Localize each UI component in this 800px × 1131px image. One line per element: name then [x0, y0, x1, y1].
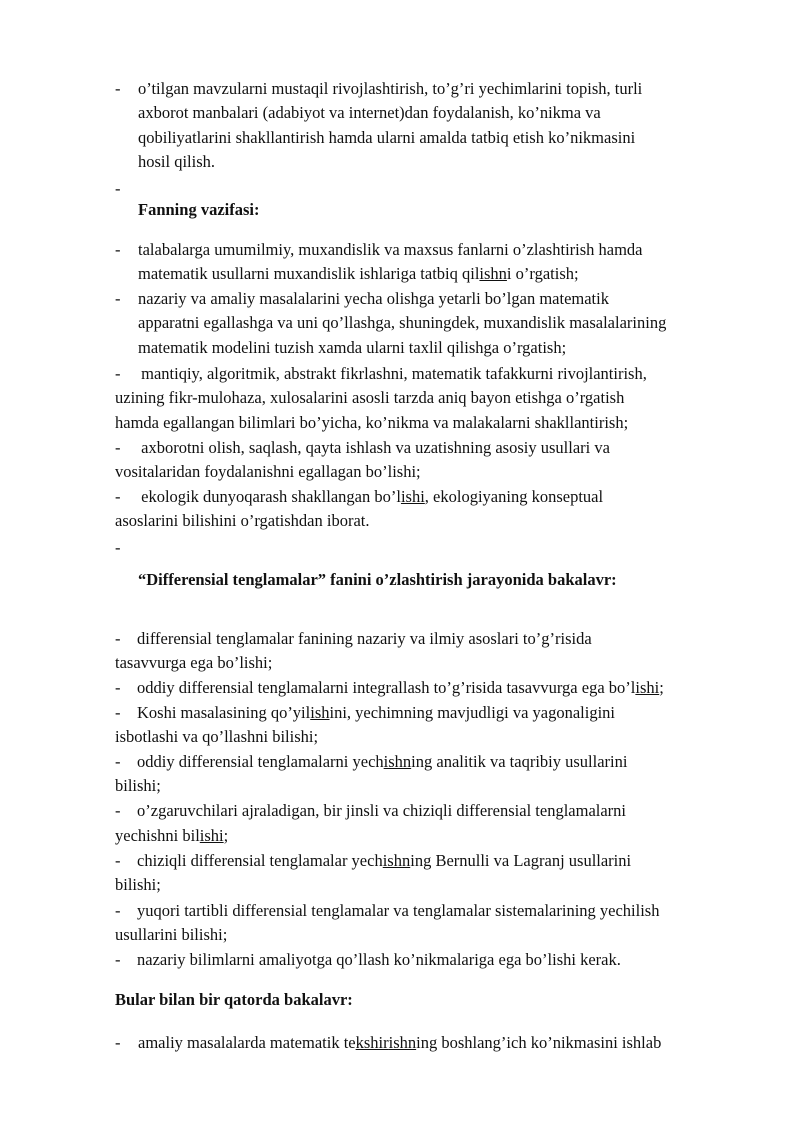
list-dash: - [115, 79, 121, 98]
text-line: vositalaridan foydalanishni egallagan bo’lishi; [115, 462, 421, 481]
list-dash: - [115, 240, 121, 259]
text-line: - yuqori tartibli differensial tenglamalar va tenglamalar sistemalarining yechilish [115, 901, 660, 920]
list-dash: - [115, 289, 121, 308]
text-line: asoslarini bilishini o’rgatishdan iborat. [115, 511, 370, 530]
text-line: matematik modelini tuzish xamda ularni taxlil qilishga o’rgatish; [138, 338, 567, 357]
text-line: - chiziqli differensial tenglamalar yechishning Bernulli va Lagranj usullarini [115, 851, 632, 870]
text-line: matematik usullarni muxandislik ishlariga tatbiq qilishni o’rgatish; [138, 264, 579, 283]
text-line: tasavvurga ega bo’lishi; [115, 653, 273, 672]
text-line: - axborotni olish, saqlash, qayta ishlash va uzatishning asosiy usullari va [115, 438, 610, 457]
text-line: bilishi; [115, 776, 161, 795]
text-line: hamda egallangan bilimlari bo’yicha, ko’nikma va malakalarni shakllantirish; [115, 413, 629, 432]
text-line: bilishi; [115, 875, 161, 894]
text-line: o’tilgan mavzularni mustaqil rivojlashtirish, to’g’ri yechimlarini topish, turli [138, 79, 643, 98]
text-line: nazariy va amaliy masalalarini yecha olishga yetarli bo’lgan matematik [138, 289, 609, 308]
section-heading: “Differensial tenglamalar” fanini o’zlashtirish jarayonida bakalavr: [138, 570, 617, 589]
text-line: talabalarga umumilmiy, muxandislik va maxsus fanlarni o’zlashtirish hamda [138, 240, 643, 259]
text-line: apparatni egallashga va uni qo’llashga, shuningdek, muxandislik masalalarining [138, 313, 667, 332]
text-line: usullarini bilishi; [115, 925, 228, 944]
text-line: uzining fikr-mulohaza, xulosalarini asosli tarzda aniq bayon etishga o’rgatish [115, 388, 625, 407]
text-line: - nazariy bilimlarni amaliyotga qo’llash ko’nikmalariga ega bo’lishi kerak. [115, 950, 621, 969]
text-line: - oddiy differensial tenglamalarni yechishning analitik va taqribiy usullarini [115, 752, 628, 771]
list-dash: - [115, 538, 121, 557]
text-line: axborot manbalari (adabiyot va internet)dan foydalanish, ko’nikma va [138, 103, 601, 122]
text-line: amaliy masalalarda matematik tekshirishning boshlang’ich ko’nikmasini ishlab [138, 1033, 662, 1052]
section-heading: Fanning vazifasi: [138, 200, 260, 219]
text-line: - Koshi masalasining qo’yilishini, yechimning mavjudligi va yagonaligini [115, 703, 615, 722]
text-line: hosil qilish. [138, 152, 216, 171]
text-line: - ekologik dunyoqarash shakllangan bo’lishi, ekologiyaning konseptual [115, 487, 604, 506]
text-line: yechishni bilishi; [115, 826, 229, 845]
text-line: qobiliyatlarini shakllantirish hamda ularni amalda tatbiq etish ko’nikmasini [138, 128, 636, 147]
text-line: - mantiqiy, algoritmik, abstrakt fikrlashni, matematik tafakkurni rivojlantirish, [115, 364, 647, 383]
text-line: - o’zgaruvchilari ajraladigan, bir jinsli va chiziqli differensial tenglamalarni [115, 801, 627, 820]
text-line: - differensial tenglamalar fanining nazariy va ilmiy asoslari to’g’risida [115, 629, 592, 648]
text-line: - oddiy differensial tenglamalarni integrallash to’g’risida tasavvurga ega bo’lishi; [115, 678, 664, 697]
section-heading: Bular bilan bir qatorda bakalavr: [115, 990, 353, 1009]
list-dash: - [115, 1033, 121, 1052]
text-line: isbotlashi va qo’llashni bilishi; [115, 727, 319, 746]
list-dash: - [115, 179, 121, 198]
